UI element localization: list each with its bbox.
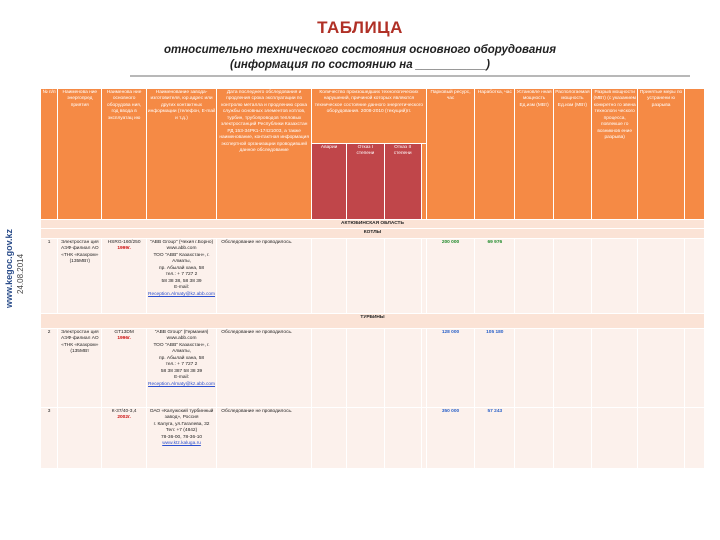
col-header-num: № п/п: [41, 89, 58, 220]
cell-worked: 105 180: [475, 328, 515, 407]
title-divider: [130, 75, 690, 77]
manufacturer-line: www.abb.com: [166, 336, 197, 342]
equipment-year: 2002г.: [117, 415, 131, 421]
cell-failure-2: [384, 238, 421, 313]
cell-installed: [515, 238, 553, 313]
cell-measures: [638, 407, 684, 468]
cell-equipment: [102, 328, 146, 407]
cell-failure-2: [384, 407, 421, 468]
col-header-spacer: [421, 143, 426, 219]
cell-equipment: [102, 407, 146, 468]
section-row: [41, 220, 705, 229]
col-header-failure-1: Отказ I степени: [347, 143, 384, 219]
manufacturer-line: "ABB Group" (Чехия г.Борно) www.abb.com: [149, 239, 214, 252]
cell-available: [553, 238, 591, 313]
equipment-year: 1999г.: [117, 246, 131, 252]
cell-plant: Электростан ция АЭФ-филиал АО «ТНК «Казхром» (135МВт): [58, 238, 102, 313]
cell-manufacturer: [146, 238, 217, 313]
section-region: АКТЮБИНСКАЯ ОБЛАСТЬ: [41, 220, 705, 229]
cell-gaps: [592, 238, 638, 313]
manufacturer-line: 58 38 387 58 38 39: [160, 368, 203, 374]
manufacturer-line: E-mail:: [174, 285, 189, 291]
cell-accidents: [312, 238, 347, 313]
cell-gaps: [592, 407, 638, 468]
table-row: [41, 328, 705, 407]
manufacturer-line: пр. Абылай хана, 58: [158, 355, 205, 361]
table-row: [41, 238, 705, 313]
manufacturer-line: "ABB Group" (Германия): [154, 329, 209, 335]
manufacturer-line: тел.: + 7 727 2: [165, 362, 198, 368]
cell-equipment: [102, 238, 146, 313]
page-subtitle-date: (информация по состоянию на ___________): [230, 59, 490, 71]
manufacturer-line: 58 38 38, 58 38 39: [161, 278, 202, 284]
cell-resource: 350 000: [426, 407, 474, 468]
col-header-available: Распологаемая мощность Ед.изм (МВт): [553, 89, 591, 220]
sidebar-date: 24.08.2014: [16, 253, 25, 294]
manufacturer-line: E-mail:: [174, 375, 189, 381]
col-header-worked: Наработка, час: [475, 89, 515, 220]
cell-plant: [58, 407, 102, 468]
equipment-status-table: [40, 88, 705, 469]
cell-available: [553, 328, 591, 407]
col-header-measures: Принятые меры по устранени ю разрыва: [638, 89, 684, 220]
cell-extra: [684, 407, 704, 468]
equipment-name: К-37/40-3,4: [111, 408, 137, 414]
col-header-accidents: Аварии: [312, 143, 347, 219]
manufacturer-line: ТОО "ABB" Казахстан», г. Алматы,: [153, 342, 210, 355]
cell-failure-1: [347, 238, 384, 313]
site-url[interactable]: www.kegoc.gov.kz: [4, 228, 14, 308]
cell-accidents: [312, 328, 347, 407]
cell-failure-1: [347, 328, 384, 407]
cell-manufacturer: [146, 328, 217, 407]
col-header-equipment: Наименова ние основного оборудова ния, год ввода в эксплуатац ию: [102, 89, 146, 220]
col-header-installed: Установле нная мощность Ед.изм (МВт): [515, 89, 553, 220]
page-title: ТАБЛИЦА: [317, 18, 403, 37]
cell-accidents: [312, 407, 347, 468]
col-header-failure-2: Отказ II степени: [384, 143, 421, 219]
cell-manufacturer: [146, 407, 217, 468]
manufacturer-line: г. Калуга, ул.Гагалева, 32: [153, 421, 210, 427]
equipment-name: HSRG-160/250: [107, 239, 141, 245]
col-header-resource: Парковый ресурс, час: [426, 89, 474, 220]
cell-resource: 128 000: [426, 328, 474, 407]
manufacturer-line: Тел: +7 (4842): [165, 428, 198, 434]
cell-resource: 200 000: [426, 238, 474, 313]
header-row: [41, 89, 705, 144]
manufacturer-line: пр. Абылай хана, 58: [158, 265, 205, 271]
col-header-manufacturer: Наименование завода-изготовителя, юр.адрес или других контактных информации (телефон, E-mail и т.д.): [146, 89, 217, 220]
col-header-plant: Наименова ние энергопред приятия: [58, 89, 102, 220]
cell-available: [553, 407, 591, 468]
cell-num: 2: [41, 328, 58, 407]
cell-extra: [684, 238, 704, 313]
cell-measures: [638, 328, 684, 407]
cell-num: 1: [41, 238, 58, 313]
section-boilers: КОТЛЫ: [41, 229, 705, 238]
sidebar-caption: [2, 220, 34, 310]
cell-num: 3: [41, 407, 58, 468]
section-turbines: ТУРБИНЫ: [41, 313, 705, 328]
cell-worked: 57 243: [475, 407, 515, 468]
cell-worked: 69 976: [475, 238, 515, 313]
table-row: [41, 407, 705, 468]
cell-failure-1: [347, 407, 384, 468]
cell-survey: Обследование не проводилось.: [217, 407, 312, 468]
cell-failure-2: [384, 328, 421, 407]
cell-installed: [515, 407, 553, 468]
cell-survey: Обследование не проводилось.: [217, 328, 312, 407]
manufacturer-email-link[interactable]: Reception.Almaty@kz.abb.com: [148, 381, 216, 387]
cell-extra: [684, 328, 704, 407]
cell-plant: Электростан ция АЭФ-филиал АО «ТНК «Казхром» (135МВт: [58, 328, 102, 407]
section-row: [41, 313, 705, 328]
manufacturer-line: тел.: + 7 727 2: [165, 272, 198, 278]
manufacturer-line: ОАО «Калужский турбинный завод», Россия: [149, 408, 214, 421]
equipment-name: GT13DM: [114, 329, 134, 335]
cell-survey: Обследование не проводилось.: [217, 238, 312, 313]
equipment-year: 1996г.: [117, 336, 131, 342]
manufacturer-website-link[interactable]: www.ktz.kaluga.ru: [162, 441, 201, 447]
col-header-failures: Количество произошедших технологических нарушений, причиной которых являются техническое состояние данного энергетического оборудования. 2008-2010 (текущий)гг.: [312, 89, 427, 144]
col-header-last-survey: Дата последнего обследования и продления срока эксплуатации по контролю металла и продлению срока службы основных элементов котлов, турбин, трубопроводов тепловых электростанций Республики Казахстан РД 153-34РК1-17421003, а также наименование, контактная информация экспертной организации проводившей данное обследование: [217, 89, 312, 220]
section-row: [41, 229, 705, 238]
manufacturer-email-link[interactable]: Reception.Almaty@kz.abb.com: [148, 291, 216, 297]
col-header-gaps: Разрыв мощности (МВт) (с указанием конкретно го звена технологи ческого процесса, повлекше го возникнов ение разрыва): [592, 89, 638, 220]
col-header-extra: [684, 89, 704, 220]
manufacturer-line: ТОО "ABB" Казахстан», г. Алматы,: [153, 252, 210, 265]
page-subtitle: относительно технического состояния основного оборудования: [163, 44, 556, 56]
manufacturer-line: 78-36-00, 78-36-10: [161, 434, 203, 440]
cell-measures: [638, 238, 684, 313]
cell-installed: [515, 328, 553, 407]
cell-gaps: [592, 328, 638, 407]
